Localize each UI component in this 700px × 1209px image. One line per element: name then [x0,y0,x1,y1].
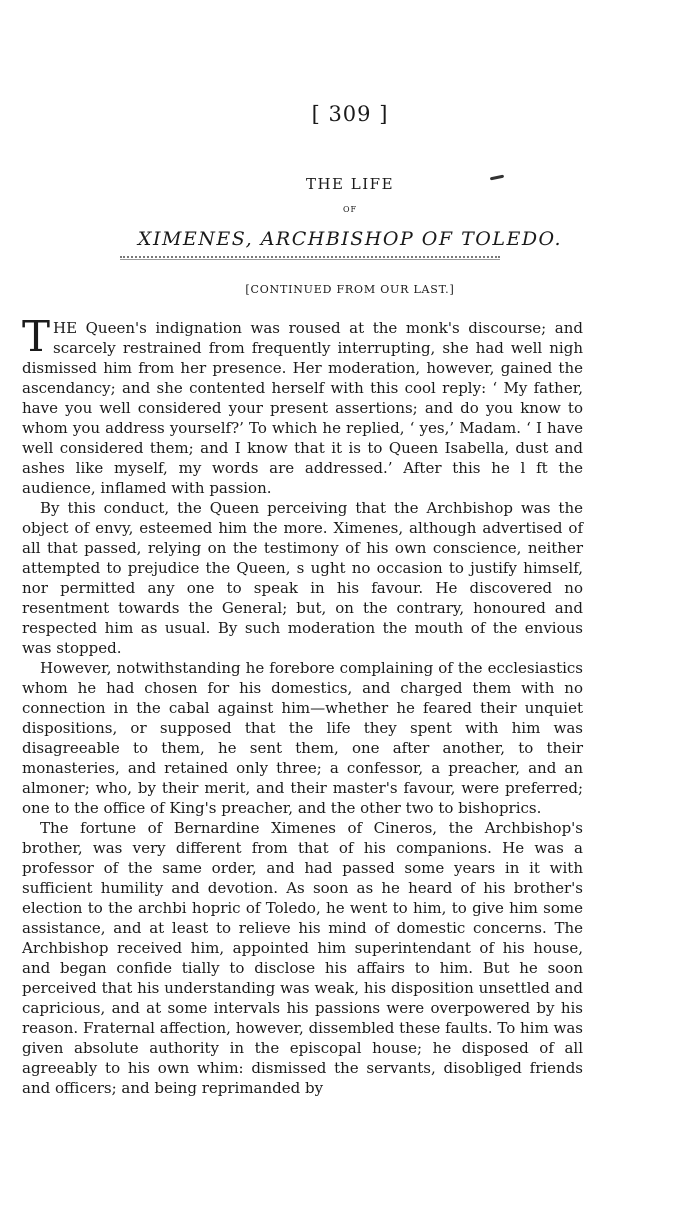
paragraph: However, notwithstanding he forebore complaining of the ecclesiastics whom he had chosen for his domestics, and charged them with no connection in the cabal against him—whether he feared their unquiet dispositions, or supposed that the life they spent with him was disagreeable to them, he sent them, one after another, to their monasteries, and retained only three; a confessor, a preacher, and an almoner; who, by their merit, and their master's favour, were preferred; one to the office of King's preacher, and the other two to bishoprics. [22,659,583,817]
paragraph: By this conduct, the Queen perceiving that the Archbishop was the object of envy, esteemed him the more. Ximenes, although advertised of all that passed, relying on the testimony of his own conscience, neither attempted to prejudice the Queen, s ught no occasion to justify himself, nor permitted any one to speak in his favour. He discovered no resentment towards the General; but, on the contrary, honoured and respected him as usual. By such moderation the mouth of the envious was stopped. [22,499,583,657]
continued-note: [CONTINUED FROM OUR LAST.] [245,283,455,296]
paragraph [22,312,583,498]
page-number: [ 309 ] [311,102,389,126]
drop-cap: T [22,312,51,361]
article-subtitle: XIMENES, ARCHBISHOP OF TOLEDO. [137,228,563,250]
title-connector: OF [342,205,358,214]
article-body [22,312,583,1098]
paragraph-text: HE Queen's indignation was roused at the monk's discourse; and scarcely restrained from frequently interrupting, she had well nigh dismissed him from her presence. Her moderation, however, gained the ascendancy; and she contented herself with this cool reply: ‘ My father, have you well considered your present assertions; and do you know to whom you address yourself?’ To which he replied, ‘ yes,’ Madam. ‘ I have well considered them; and I know that it is to Queen Isabella, dust and ashes like myself, my words are addressed.’ After this he l ft the audience, inflamed with passion. [22,319,583,497]
title-rule [120,256,500,260]
article-title: THE LIFE [305,175,395,193]
paragraph: The fortune of Bernardine Ximenes of Cineros, the Archbishop's brother, was very different from that of his companions. He was a professor of the same order, and had passed some years in it with sufficient humility and devotion. As soon as he heard of his brother's election to the archbi hopric of Toledo, he went to him, to give him some assistance, and at least to relieve his mind of domestic concerns. The Archbishop received him, appointed him superintendant of his house, and began confide tially to disclose his affairs to him. But he soon perceived that his understanding was weak, his disposition unsettled and capricious, and at some intervals his passions were overpowered by his reason. Fraternal affection, however, dissembled these faults. To him was given absolute authority in the episcopal house; he disposed of all agreeably to his own whim: dismissed the servants, disobliged friends and officers; and being reprimanded by [22,819,583,1097]
